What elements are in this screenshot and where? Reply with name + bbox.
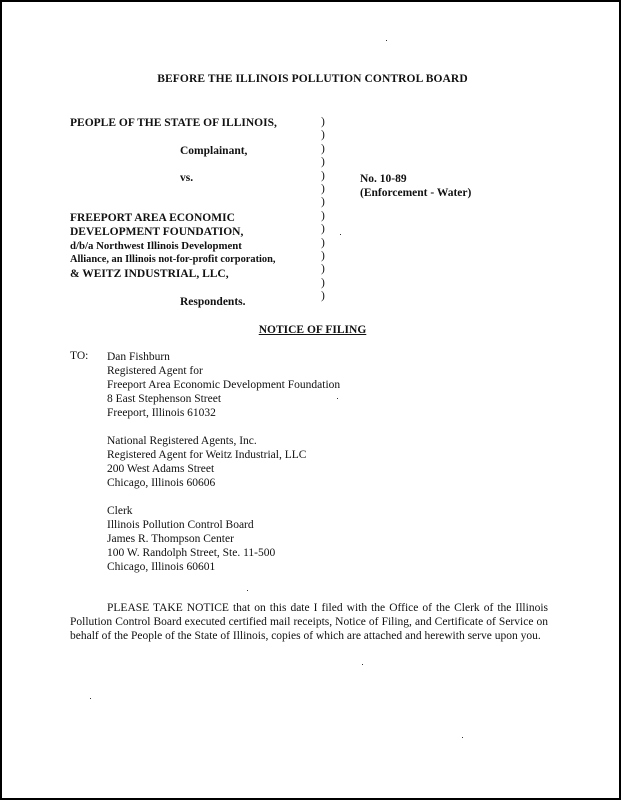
paren: ) — [321, 236, 325, 249]
recipient-line: James R. Thompson Center — [107, 533, 234, 545]
paren: ) — [321, 223, 325, 236]
paren: ) — [321, 169, 325, 182]
recipient-line: National Registered Agents, Inc. — [107, 435, 257, 447]
respondent-role: Respondents. — [180, 296, 246, 308]
scan-speck — [247, 590, 248, 591]
caption-paren-column — [321, 116, 325, 303]
to-label: TO: — [70, 350, 89, 362]
paren: ) — [321, 196, 325, 209]
recipient-block-2 — [107, 434, 306, 490]
recipient-line: 200 West Adams Street — [107, 463, 215, 475]
recipient-line: Freeport, Illinois 61032 — [107, 407, 216, 419]
versus-label: vs. — [180, 172, 194, 184]
paren: ) — [321, 249, 325, 262]
case-number: No. 10-89 — [360, 173, 407, 185]
respondent-line-4: Alliance, an Illinois not-for-profit corporation, — [70, 254, 276, 265]
recipient-line: Freeport Area Economic Development Foundation — [107, 379, 341, 391]
scan-speck — [462, 737, 463, 738]
scan-speck — [362, 664, 363, 665]
respondent-line-2: DEVELOPMENT FOUNDATION, — [70, 226, 244, 238]
paren: ) — [321, 156, 325, 169]
recipient-block-1 — [107, 350, 340, 420]
notice-paragraph: PLEASE TAKE NOTICE that on this date I filed with the Office of the Clerk of the Illinois Pollution Control Board executed certified mail receipts, Notice of Filing, and Certificate of Service on behalf of the People of the State of Illinois, copies of which are attached and herewith serve upon you. — [70, 602, 548, 642]
scan-speck — [340, 234, 341, 235]
recipient-block-3 — [107, 504, 275, 574]
paren: ) — [321, 263, 325, 276]
respondent-line-5: & WEITZ INDUSTRIAL, LLC, — [70, 268, 229, 280]
recipient-line: Chicago, Illinois 60601 — [107, 561, 216, 573]
recipient-line: Dan Fishburn — [107, 351, 170, 363]
respondent-line-1: FREEPORT AREA ECONOMIC — [70, 212, 235, 224]
board-title: BEFORE THE ILLINOIS POLLUTION CONTROL BOARD — [157, 73, 468, 85]
complainant-role: Complainant, — [180, 145, 248, 157]
paren: ) — [321, 116, 325, 128]
recipient-line: 8 East Stephenson Street — [107, 393, 222, 405]
recipient-line: 100 W. Randolph Street, Ste. 11-500 — [107, 547, 276, 559]
scan-speck — [386, 40, 387, 41]
respondent-line-3: d/b/a Northwest Illinois Development — [70, 240, 242, 252]
recipient-line: Registered Agent for — [107, 365, 203, 377]
paren: ) — [321, 209, 325, 222]
scan-speck — [337, 398, 338, 399]
recipient-line: Illinois Pollution Control Board — [107, 519, 254, 531]
scan-speck — [90, 698, 91, 699]
complainant-name: PEOPLE OF THE STATE OF ILLINOIS, — [70, 117, 277, 129]
paren: ) — [321, 129, 325, 142]
paren: ) — [321, 276, 325, 289]
recipient-line: Clerk — [107, 505, 133, 517]
recipient-line: Chicago, Illinois 60606 — [107, 477, 216, 489]
paren: ) — [321, 290, 325, 303]
paren: ) — [321, 182, 325, 195]
notice-heading: NOTICE OF FILING — [258, 324, 367, 336]
recipient-line: Registered Agent for Weitz Industrial, LLC — [107, 449, 307, 461]
paren: ) — [321, 142, 325, 155]
case-type: (Enforcement - Water) — [360, 187, 472, 199]
